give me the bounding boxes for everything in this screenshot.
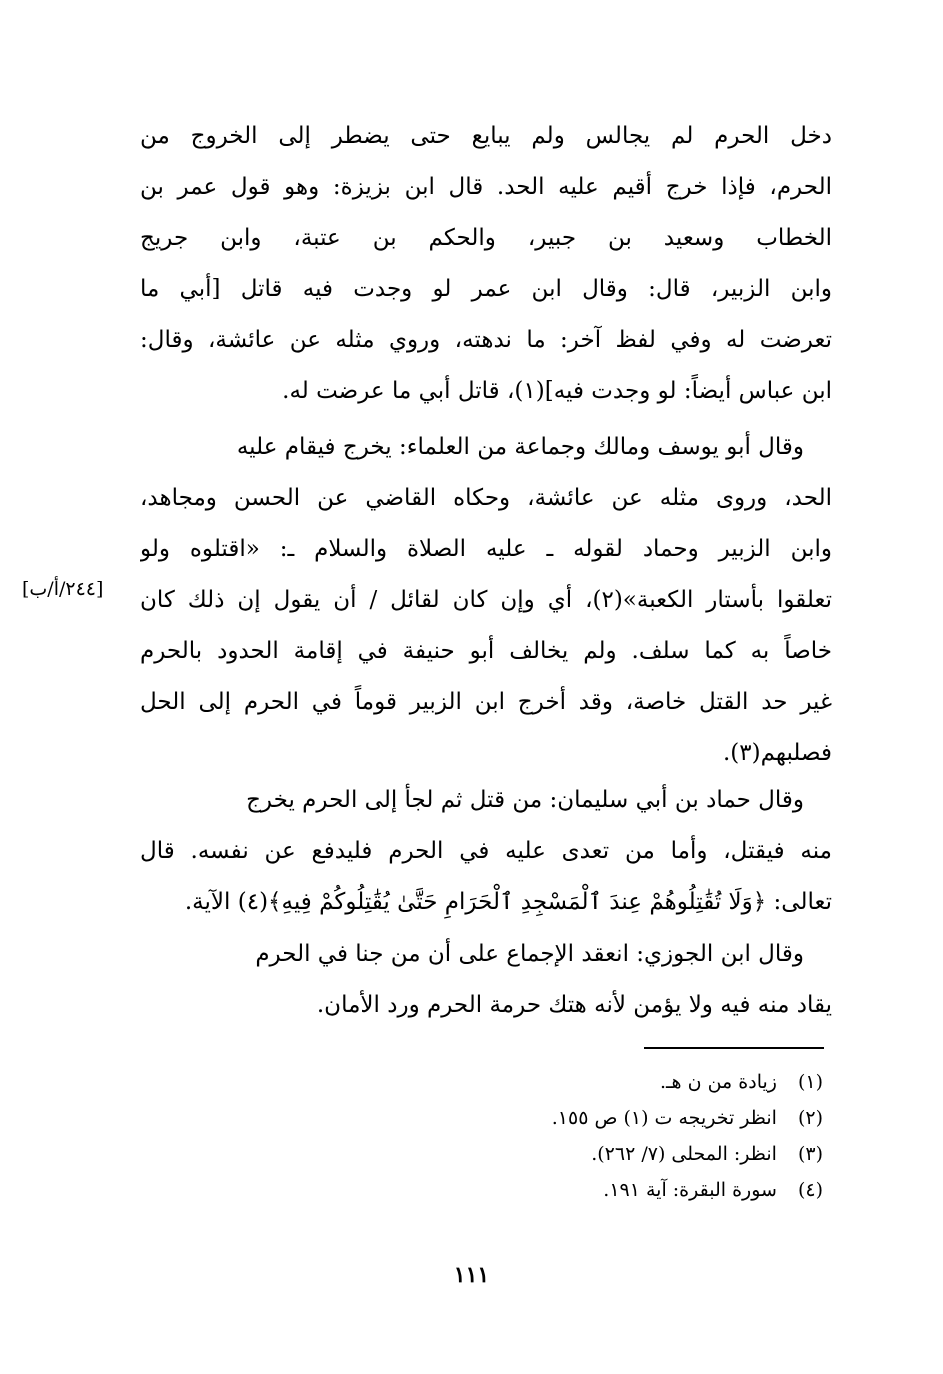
footnote-item [552, 1064, 823, 1100]
footnote-number: (٢) [797, 1107, 823, 1129]
text-line: وقال أبو يوسف ومالك وجماعة من العلماء: يخرج فيقام عليه [236, 434, 804, 460]
page-number: ١١١ [453, 1262, 490, 1288]
footnote-text: انظر تخريجه ت (١) ص ١٥٥. [551, 1107, 777, 1129]
footnote-item [552, 1100, 823, 1136]
text-line: وقال ابن الجوزي: انعقد الإجماع على أن من جنا في الحرم [255, 941, 804, 967]
footnote-number: (٣) [797, 1143, 823, 1165]
text-line: وابن الزبير وحماد لقوله ـ عليه الصلاة والسلام ـ: «اقتلوه ولو [140, 536, 832, 562]
footnote-item [552, 1172, 823, 1208]
text-line: الحرم، فإذا خرج أقيم عليه الحد. قال ابن بزيزة: وهو قول عمر بن [140, 174, 832, 200]
footnote-text: زيادة من ن هـ. [659, 1071, 777, 1093]
text-line: غير حد القتل خاصة، وقد أخرج ابن الزبير قوماً في الحرم إلى الحل [140, 689, 832, 715]
footnote-text: انظر: المحلى (٧/ ٢٦٢). [591, 1143, 777, 1165]
text-line: الحد، وروى مثله عن عائشة، وحكاه القاضي عن الحسن ومجاهد، [140, 485, 832, 511]
text-line: تعرضت له وفي لفظ آخر: ما ندهته، وروي مثله عن عائشة، وقال: [140, 327, 832, 353]
footnote-text: سورة البقرة: آية ١٩١. [603, 1179, 777, 1201]
manuscript-folio-marker: [٢٤٤/أ/ب] [22, 578, 104, 600]
text-line: وقال حماد بن أبي سليمان: من قتل ثم لجأ إلى الحرم يخرج [246, 787, 804, 813]
paragraph-2 [140, 422, 832, 779]
quran-verse-line: تعالى: ﴿وَلَا تُقَٰتِلُوهُمْ عِندَ ٱلْمَسْجِدِ ٱلْحَرَامِ حَتَّىٰ يُقَٰتِلُوكُمْ فِيهِ﴾(٤) الآية. [184, 889, 832, 915]
footnote-number: (١) [797, 1071, 823, 1093]
text-line: دخل الحرم لم يجالس ولم يبايع حتى يضطر إلى الخروج من [140, 123, 832, 149]
paragraph-4 [140, 929, 832, 1031]
text-line: الخطاب وسعيد بن جبير، والحكم بن عتبة، وابن جريج [140, 225, 832, 251]
text-line: خاصاً به كما سلف. ولم يخالف أبو حنيفة في إقامة الحدود بالحرم [140, 638, 832, 664]
footnote-divider [644, 1047, 824, 1049]
text-line: ابن عباس أيضاً: لو وجدت فيه](١)، قاتل أبي ما عرضت له. [282, 378, 832, 404]
footnotes [552, 1064, 823, 1208]
text-line: وابن الزبير، قال: وقال ابن عمر لو وجدت فيه قاتل [أبي ما [140, 276, 832, 302]
text-line: منه فيقتل، وأما من تعدى عليه في الحرم فليدفع عن نفسه. قال [140, 838, 832, 864]
text-line: تعلقوا بأستار الكعبة»(٢)، أي وإن كان لقائل / أن يقول إن ذلك كان [140, 587, 832, 613]
footnote-number: (٤) [797, 1179, 823, 1201]
paragraph-1 [140, 111, 832, 417]
paragraph-3 [140, 775, 832, 928]
text-line: فصلبهم(٣). [722, 740, 832, 766]
text-line: يقاد منه فيه ولا يؤمن لأنه هتك حرمة الحرم ورد الأمان. [316, 992, 832, 1018]
footnote-item [552, 1136, 823, 1172]
